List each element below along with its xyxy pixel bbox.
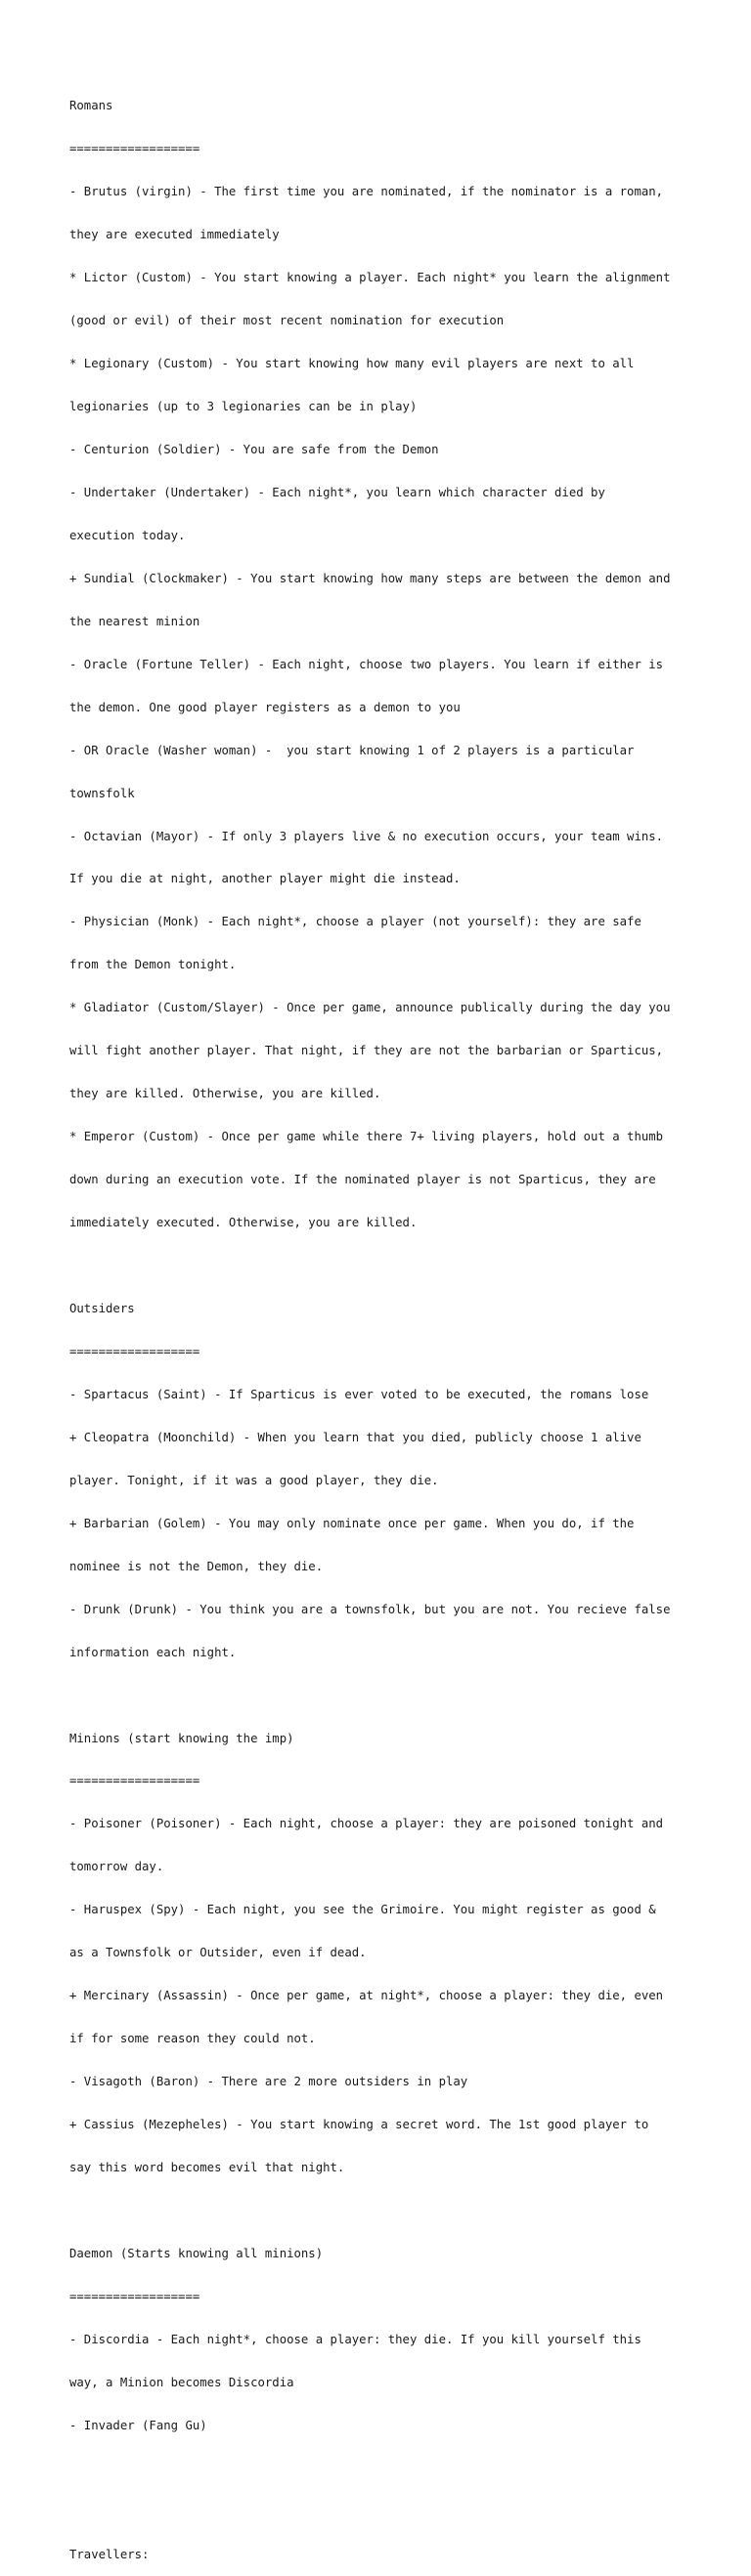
text-line: * Gladiator (Custom/Slayer) - Once per game, announce publically during the day you [69,1001,671,1015]
heading-daemon: Daemon (Starts knowing all minions) [69,2246,324,2260]
text-line: as a Townsfolk or Outsider, even if dead. [69,1946,367,1960]
text-line: - Spartacus (Saint) - If Sparticus is ever voted to be executed, the romans lose [69,1387,649,1401]
text-line: player. Tonight, if it was a good player, they die. [69,1473,439,1487]
text-line: they are killed. Otherwise, you are killed. [69,1087,381,1101]
text-line: If you die at night, another player might die instead. [69,872,461,886]
text-line: the demon. One good player registers as a demon to you [69,700,461,714]
text-line: * Legionary (Custom) - You start knowing how many evil players are next to all [69,357,635,371]
text-line: - Invader (Fang Gu) [69,2418,207,2432]
text-line: * Emperor (Custom) - Once per game while there 7+ living players, hold out a thumb [69,1130,664,1144]
text-line: + Cleopatra (Moonchild) - When you learn that you died, publicly choose 1 alive [69,1430,641,1444]
text-line: the nearest minion [69,614,200,628]
text-line: they are executed immediately [69,228,280,242]
blank-line [69,1689,695,1703]
blank-line [69,2462,695,2476]
document-page [69,70,695,2576]
text-line: - Brutus (virgin) - The first time you are nominated, if the nominator is a roman, [69,185,664,199]
text-line: immediately executed. Otherwise, you are killed. [69,1216,418,1230]
blank-line [69,2505,695,2519]
separator: ================== [69,1344,200,1358]
text-line: if for some reason they could not. [69,2032,316,2046]
text-line: - OR Oracle (Washer woman) - you start knowing 1 of 2 players is a particular [69,743,635,757]
text-line: will fight another player. That night, if they are not the barbarian or Sparticus, [69,1044,664,1058]
text-line: + Barbarian (Golem) - You may only nominate once per game. When you do, if the [69,1516,635,1530]
text-line: execution today. [69,528,186,542]
text-line: legionaries (up to 3 legionaries can be in play) [69,399,418,413]
text-line: say this word becomes evil that night. [69,2161,345,2175]
text-line: * Lictor (Custom) - You start knowing a player. Each night* you learn the alignment [69,271,671,285]
text-line: nominee is not the Demon, they die. [69,1559,324,1573]
separator: ================== [69,2289,200,2303]
heading-travellers: Travellers: [69,2547,150,2561]
text-line: information each night. [69,1645,237,1659]
text-line: - Discordia - Each night*, choose a player: they die. If you kill yourself this [69,2332,641,2346]
text-line: - Physician (Monk) - Each night*, choose a player (not yourself): they are safe [69,915,641,929]
text-line: + Mercinary (Assassin) - Once per game, at night*, choose a player: they die, even [69,1989,664,2003]
text-line: way, a Minion becomes Discordia [69,2375,294,2389]
text-line: from the Demon tonight. [69,958,237,972]
text-line: + Sundial (Clockmaker) - You start knowing how many steps are between the demon and [69,571,671,585]
text-line: - Visagoth (Baron) - There are 2 more outsiders in play [69,2075,468,2089]
blank-line [69,1259,695,1273]
blank-line [69,2204,695,2218]
text-line: - Undertaker (Undertaker) - Each night*, you learn which character died by [69,485,605,499]
text-line: tomorrow day. [69,1860,164,1874]
separator: ================== [69,142,200,156]
text-line: - Centurion (Soldier) - You are safe from the Demon [69,442,439,456]
heading-romans: Romans [69,99,113,113]
heading-minions: Minions (start knowing the imp) [69,1731,294,1745]
text-line: - Poisoner (Poisoner) - Each night, choose a player: they are poisoned tonight and [69,1817,664,1831]
text-line: + Cassius (Mezepheles) - You start knowing a secret word. The 1st good player to [69,2118,649,2132]
text-line: (good or evil) of their most recent nomination for execution [69,314,505,328]
heading-outsiders: Outsiders [69,1302,135,1315]
text-line: - Haruspex (Spy) - Each night, you see the Grimoire. You might register as good & [69,1903,656,1917]
text-line: down during an execution vote. If the nominated player is not Sparticus, they are [69,1173,656,1187]
text-line: - Drunk (Drunk) - You think you are a townsfolk, but you are not. You recieve false [69,1602,671,1616]
text-line: - Octavian (Mayor) - If only 3 players live & no execution occurs, your team wins. [69,829,664,843]
text-line: townsfolk [69,786,135,800]
separator: ================== [69,1774,200,1788]
text-line: - Oracle (Fortune Teller) - Each night, choose two players. You learn if either is [69,657,664,671]
